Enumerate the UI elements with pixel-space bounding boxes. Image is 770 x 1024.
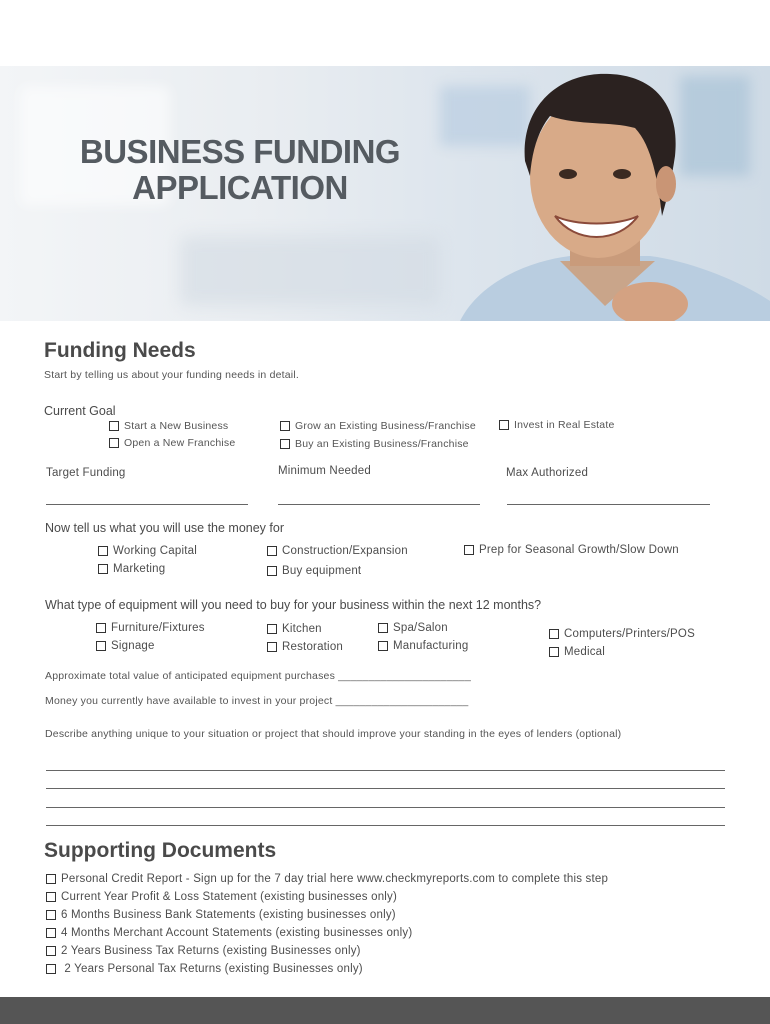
use-prep-seasonal[interactable]: Prep for Seasonal Growth/Slow Down	[464, 544, 679, 556]
goal-open-new-franchise[interactable]: Open a New Franchise	[109, 437, 235, 449]
checkbox[interactable]	[378, 623, 388, 633]
checkbox[interactable]	[549, 629, 559, 639]
equip-signage[interactable]: Signage	[96, 640, 155, 652]
describe-line-1[interactable]	[46, 770, 725, 771]
use-working-capital[interactable]: Working Capital	[98, 545, 197, 557]
goal-buy-existing-business[interactable]: Buy an Existing Business/Franchise	[280, 438, 469, 450]
doc-business-bank-statements[interactable]: 6 Months Business Bank Statements (existing businesses only)	[46, 909, 396, 921]
equip-furniture-fixtures[interactable]: Furniture/Fixtures	[96, 622, 205, 634]
max-authorized-field[interactable]	[507, 504, 710, 505]
checkbox[interactable]	[267, 624, 277, 634]
doc-profit-loss-statement[interactable]: Current Year Profit & Loss Statement (existing businesses only)	[46, 891, 397, 903]
checkbox[interactable]	[280, 439, 290, 449]
equip-medical[interactable]: Medical	[549, 646, 605, 658]
portrait-photo	[440, 66, 770, 321]
footer-bar	[0, 997, 770, 1024]
checkbox[interactable]	[280, 421, 290, 431]
checkbox[interactable]	[378, 641, 388, 651]
checkbox[interactable]	[98, 546, 108, 556]
checkbox[interactable]	[98, 564, 108, 574]
use-construction-expansion[interactable]: Construction/Expansion	[267, 545, 408, 557]
checkbox[interactable]	[46, 910, 56, 920]
describe-situation-label: Describe anything unique to your situation or project that should improve your standing in the eyes of lenders (optional)	[45, 728, 622, 740]
funding-needs-heading: Funding Needs	[44, 339, 196, 362]
minimum-needed-label: Minimum Needed	[278, 465, 371, 477]
use-marketing[interactable]: Marketing	[98, 563, 165, 575]
equipment-value-field[interactable]: Approximate total value of anticipated equipment purchases ______________________	[45, 670, 472, 682]
checkbox[interactable]	[46, 964, 56, 974]
checkbox[interactable]	[267, 642, 277, 652]
checkbox[interactable]	[499, 420, 509, 430]
page-title: BUSINESS FUNDING APPLICATION	[79, 133, 401, 206]
equip-restoration[interactable]: Restoration	[267, 641, 343, 653]
goal-grow-existing-business[interactable]: Grow an Existing Business/Franchise	[280, 420, 476, 432]
checkbox[interactable]	[549, 647, 559, 657]
equip-manufacturing[interactable]: Manufacturing	[378, 640, 468, 652]
money-available-field[interactable]: Money you currently have available to invest in your project ______________________	[45, 695, 469, 707]
money-use-label: Now tell us what you will use the money for	[45, 521, 284, 535]
doc-merchant-account-statements[interactable]: 4 Months Merchant Account Statements (existing businesses only)	[46, 927, 412, 939]
equipment-question: What type of equipment will you need to buy for your business within the next 12 months?	[45, 598, 542, 612]
describe-line-2[interactable]	[46, 788, 725, 789]
doc-personal-tax-returns[interactable]: 2 Years Personal Tax Returns (existing Businesses only)	[46, 963, 363, 975]
equip-kitchen[interactable]: Kitchen	[267, 623, 322, 635]
checkbox[interactable]	[109, 438, 119, 448]
target-funding-label: Target Funding	[46, 467, 126, 479]
describe-line-4[interactable]	[46, 825, 725, 826]
checkbox[interactable]	[267, 566, 277, 576]
checkbox[interactable]	[109, 421, 119, 431]
doc-personal-credit-report[interactable]: Personal Credit Report - Sign up for the 7 day trial here www.checkmyreports.com to complete this step	[46, 873, 608, 885]
use-buy-equipment[interactable]: Buy equipment	[267, 565, 361, 577]
checkbox[interactable]	[464, 545, 474, 555]
checkbox[interactable]	[46, 928, 56, 938]
minimum-needed-field[interactable]	[278, 504, 480, 505]
current-goal-label: Current Goal	[44, 404, 116, 418]
equip-computers-printers-pos[interactable]: Computers/Printers/POS	[549, 628, 695, 640]
supporting-documents-heading: Supporting Documents	[44, 839, 277, 862]
funding-needs-intro: Start by telling us about your funding needs in detail.	[44, 369, 299, 381]
target-funding-field[interactable]	[46, 504, 248, 505]
goal-invest-real-estate[interactable]: Invest in Real Estate	[499, 419, 615, 431]
checkbox[interactable]	[46, 946, 56, 956]
checkbox[interactable]	[96, 641, 106, 651]
checkbox[interactable]	[267, 546, 277, 556]
checkbox[interactable]	[46, 892, 56, 902]
checkbox[interactable]	[46, 874, 56, 884]
describe-line-3[interactable]	[46, 807, 725, 808]
doc-business-tax-returns[interactable]: 2 Years Business Tax Returns (existing Businesses only)	[46, 945, 361, 957]
max-authorized-label: Max Authorized	[506, 467, 589, 479]
goal-start-new-business[interactable]: Start a New Business	[109, 420, 228, 432]
checkbox[interactable]	[96, 623, 106, 633]
equip-spa-salon[interactable]: Spa/Salon	[378, 622, 448, 634]
hero-banner	[0, 66, 770, 321]
